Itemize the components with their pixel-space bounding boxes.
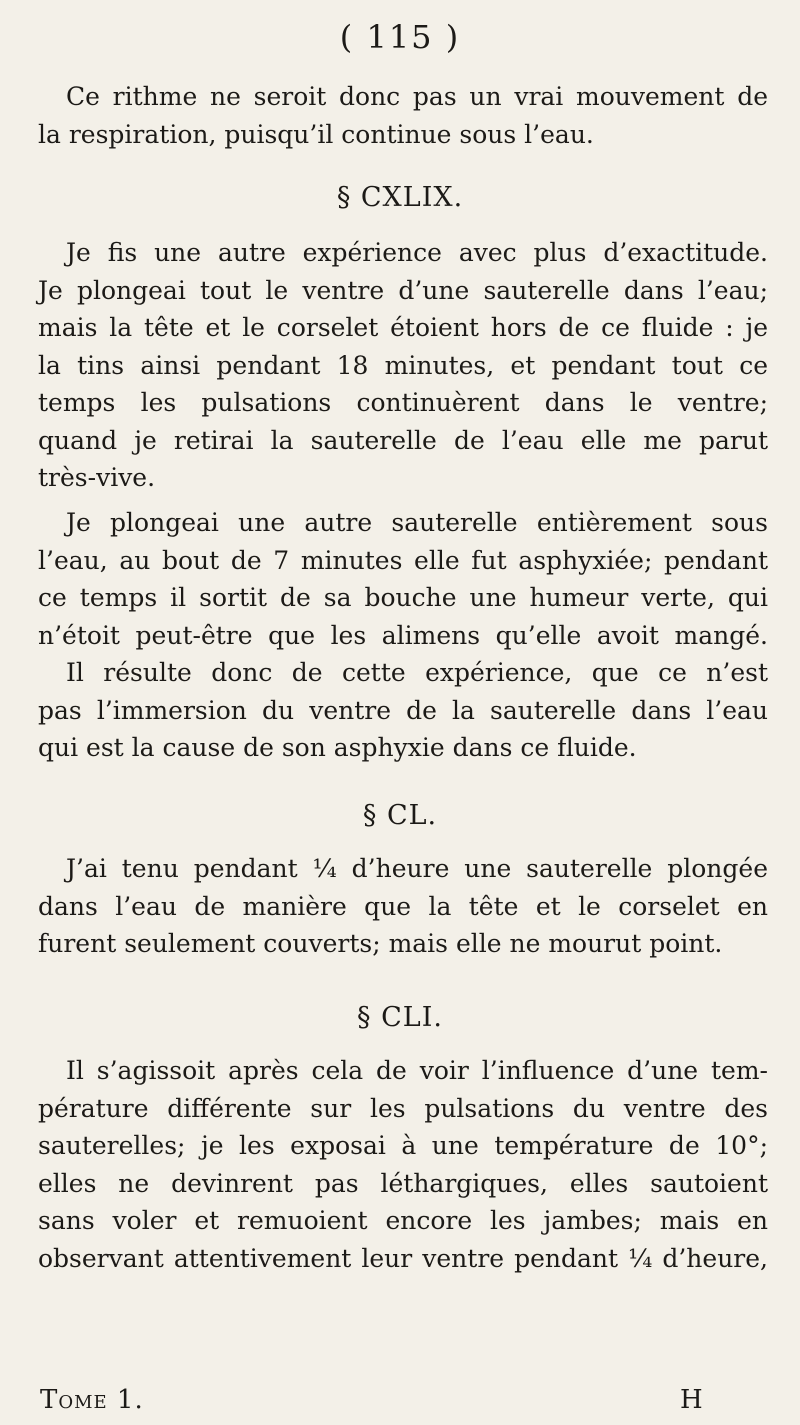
- section-heading-cl: § CL.: [362, 800, 438, 831]
- text-line: elles ne devinrent pas léthargiques, elles sautoient: [38, 1168, 768, 1198]
- text-line: l’eau, au bout de 7 minutes elle fut asphyxiée; pendant: [38, 545, 768, 575]
- paragraph-cli: [38, 1052, 768, 1277]
- paragraph-intro: [38, 78, 768, 153]
- text-line: la respiration, puisqu’il continue sous l’eau.: [38, 119, 594, 149]
- footer-signature-mark: H: [680, 1385, 703, 1415]
- text-line: Je fis une autre expérience avec plus d’exactitude.: [66, 238, 768, 267]
- text-line: n’étoit peut-être que les alimens qu’elle avoit mangé.: [38, 620, 768, 650]
- paragraph-cl: [38, 850, 768, 963]
- text-line: temps les pulsations continuèrent dans le ventre;: [38, 388, 768, 417]
- text-line: mais la tête et le corselet étoient hors de ce fluide : je: [38, 313, 768, 342]
- text-line: J’ai tenu pendant ¼ d’heure une sauterelle plongée: [66, 854, 768, 883]
- footer-volume: Tome 1.: [40, 1385, 144, 1415]
- text-line: qui est la cause de son asphyxie dans ce fluide.: [38, 733, 637, 762]
- text-line: ce temps il sortit de sa bouche une humeur verte, qui: [38, 583, 768, 612]
- text-line: sans voler et remuoient encore les jambes; mais en: [38, 1206, 768, 1235]
- text-line: Il s’agissoit après cela de voir l’influence d’une tem-: [66, 1056, 768, 1085]
- section-heading-cli: § CLI.: [357, 1002, 443, 1033]
- text-line: Il résulte donc de cette expérience, que ce n’est: [66, 658, 768, 687]
- text-line: pas l’immersion du ventre de la sauterelle dans l’eau: [38, 695, 768, 725]
- text-line: Ce rithme ne seroit donc pas un vrai mouvement de: [66, 82, 768, 111]
- text-line: la tins ainsi pendant 18 minutes, et pendant tout ce: [38, 350, 768, 380]
- text-line: sauterelles; je les exposai à une température de 10°;: [38, 1131, 768, 1160]
- text-line: très-vive.: [38, 463, 156, 492]
- text-line: dans l’eau de manière que la tête et le corselet en: [38, 891, 768, 921]
- paragraph-cxlix: [38, 234, 768, 497]
- text-line: observant attentivement leur ventre pendant ¼ d’heure,: [38, 1243, 768, 1273]
- section-heading-cxlix: § CXLIX.: [336, 182, 464, 213]
- text-line: Je plongeai une autre sauterelle entièrement sous: [66, 508, 768, 537]
- paragraph-cxlix-2: [38, 504, 768, 767]
- text-line: Je plongeai tout le ventre d’une sauterelle dans l’eau;: [38, 275, 768, 305]
- text-line: furent seulement couverts; mais elle ne mourut point.: [38, 929, 723, 958]
- text-line: quand je retirai la sauterelle de l’eau elle me parut: [38, 425, 768, 455]
- text-line: pérature différente sur les pulsations du ventre des: [38, 1093, 768, 1123]
- page-number: ( 115 ): [339, 18, 461, 56]
